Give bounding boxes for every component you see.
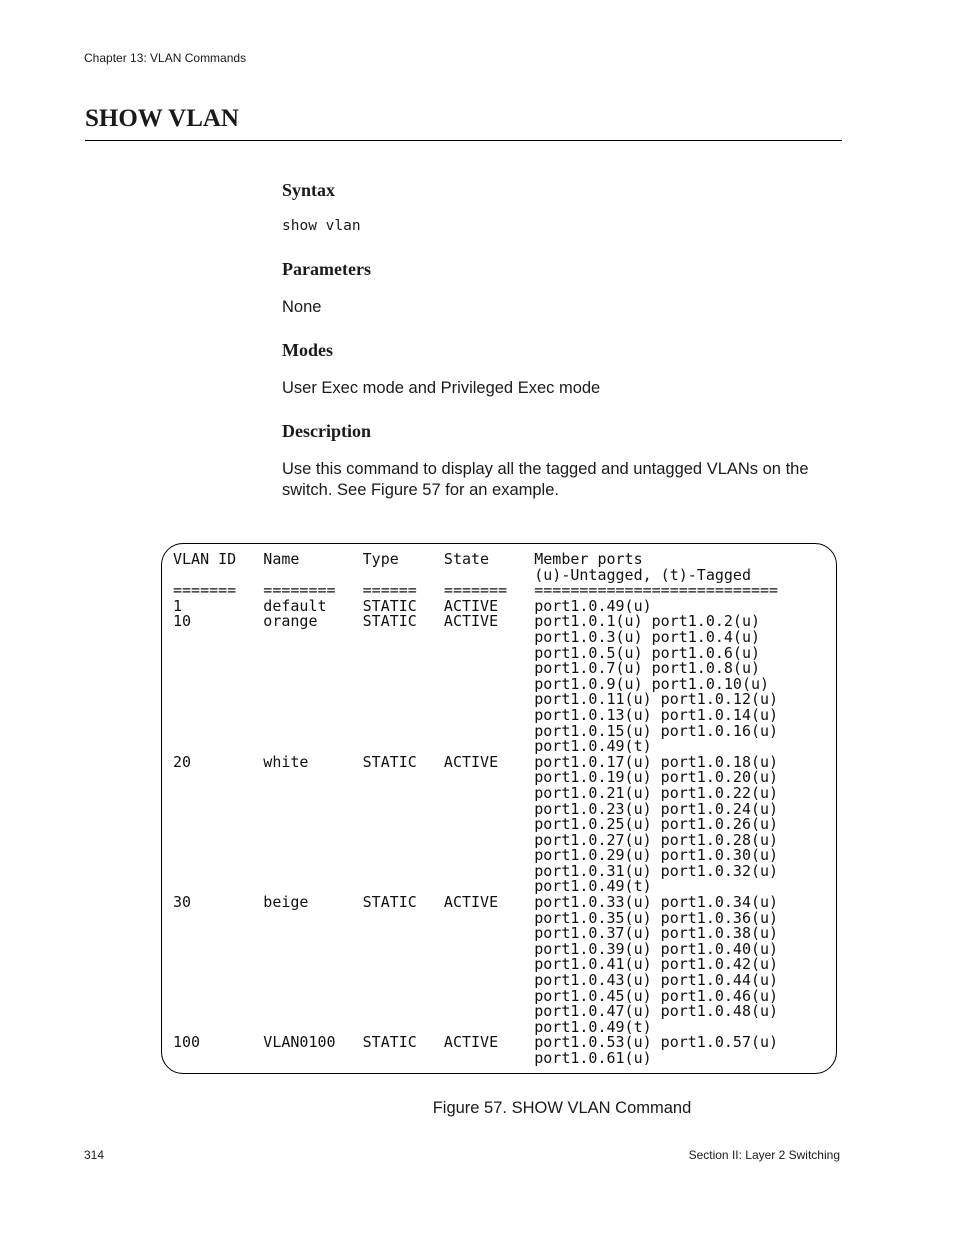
- modes-text: User Exec mode and Privileged Exec mode: [282, 379, 601, 397]
- page-number: 314: [84, 1148, 105, 1162]
- page-title: SHOW VLAN: [85, 105, 239, 132]
- section-footer: Section II: Layer 2 Switching: [688, 1148, 840, 1162]
- figure-caption: Figure 57. SHOW VLAN Command: [432, 1099, 692, 1117]
- description-line-2: switch. See Figure 57 for an example.: [282, 481, 559, 499]
- title-rule: [85, 140, 842, 141]
- parameters-text: None: [282, 298, 322, 316]
- parameters-heading: Parameters: [282, 259, 371, 279]
- syntax-command: show vlan: [282, 218, 361, 234]
- command-output: VLAN ID Name Type State Member ports (u)-Untagged, (t)-Tagged ======= ======== ====== ======= =========================== 1 default STATIC ACTIVE port1.0.49(u) 10 orange STATIC ACTIVE port1.0.1(u) port1.0.2(u) port1.0.3(u) port1.0.4(u) port1.0.5(u) port1.0.6(u) port1.0.7(u) port1.0.8(u) port1.0.9(u) port1.0.10(u) port1.0.11(u) port1.0.12(u) port1.0.13(u) port1.0.14(u) port1.0.15(u) port1.0.16(u) port1.0.49(t) 20 white STATIC ACTIVE port1.0.17(u) port1.0.18(u) port1.0.19(u) port1.0.20(u) port1.0.21(u) port1.0.22(u) port1.0.23(u) port1.0.24(u) port1.0.25(u) port1.0.26(u) port1.0.27(u) port1.0.28(u) port1.0.29(u) port1.0.30(u) port1.0.31(u) port1.0.32(u) port1.0.49(t) 30 beige STATIC ACTIVE port1.0.33(u) port1.0.34(u) port1.0.35(u) port1.0.36(u) port1.0.37(u) port1.0.38(u) port1.0.39(u) port1.0.40(u) port1.0.41(u) port1.0.42(u) port1.0.43(u) port1.0.44(u) port1.0.45(u) port1.0.46(u) port1.0.47(u) port1.0.48(u) port1.0.49(t) 100 VLAN0100 STATIC ACTIVE port1.0.53(u) port1.0.57(u) port1.0.61(u): [173, 550, 779, 1067]
- syntax-heading: Syntax: [282, 180, 336, 200]
- description-line-1: Use this command to display all the tagged and untagged VLANs on the: [282, 460, 809, 478]
- modes-heading: Modes: [282, 340, 333, 360]
- description-heading: Description: [282, 421, 371, 441]
- chapter-header: Chapter 13: VLAN Commands: [84, 51, 247, 65]
- description-text: [282, 459, 809, 501]
